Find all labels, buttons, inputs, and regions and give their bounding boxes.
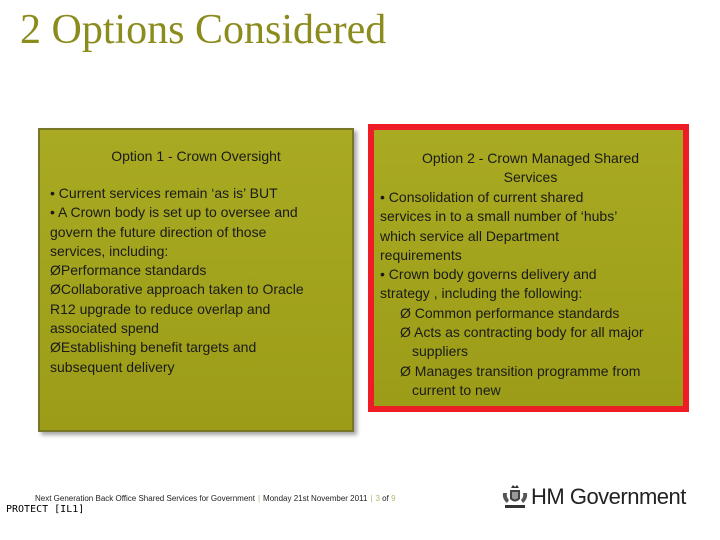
option-1-line: R12 upgrade to reduce overlap and	[50, 300, 271, 317]
hm-government-logo-text: HM Government	[531, 484, 686, 509]
slide-title: 2 Options Considered	[20, 7, 387, 53]
royal-crest-icon	[501, 484, 529, 510]
option-1-line: associated spend	[50, 320, 159, 337]
option-1-line: govern the future direction of those	[50, 223, 267, 240]
option-2-line: Ø Manages transition programme from	[400, 362, 641, 379]
option-1-line: ØPerformance standards	[50, 262, 207, 279]
footer-of: of	[382, 494, 389, 503]
option-2-line: suppliers	[412, 343, 469, 360]
option-2-line: Ø Acts as contracting body for all major	[400, 324, 644, 341]
option-1-line: services, including:	[50, 242, 169, 259]
option-2-heading	[384, 149, 677, 187]
footer-date: Monday 21st November 2011	[263, 494, 368, 503]
option-2-line: • Consolidation of current shared	[380, 189, 584, 205]
footer-total: 9	[391, 494, 396, 503]
option-1-line: ØEstablishing benefit targets and	[50, 339, 257, 356]
option-1-line: subsequent delivery	[50, 358, 175, 375]
option-1-heading: Option 1 - Crown Oversight	[111, 148, 281, 164]
option-2-line: requirements	[380, 246, 462, 263]
option-2-line: Ø Common performance standards	[400, 304, 620, 321]
option-1-line: • A Crown body is set up to oversee and	[50, 204, 298, 221]
option-2-line: services in to a small number of ‘hubs’	[380, 208, 618, 225]
option-2-line: strategy , including the following:	[380, 285, 583, 302]
option-1-line: ØCollaborative approach taken to Oracle	[50, 281, 304, 298]
option-2-line: current to new	[412, 381, 501, 398]
option-2-box	[368, 124, 689, 412]
option-2-body	[380, 188, 679, 400]
protective-marking: PROTECT [IL1]	[6, 504, 85, 515]
option-1-box	[38, 128, 354, 432]
footer-separator: |	[370, 494, 373, 503]
option-1-body	[50, 184, 346, 377]
option-2-line: • Crown body governs delivery and	[380, 266, 597, 283]
option-2-line: which service all Department	[380, 227, 559, 244]
footer-page: 3	[375, 494, 380, 503]
footer-separator: |	[257, 494, 261, 503]
footer-program: Next Generation Back Office Shared Services for Government	[35, 494, 255, 503]
footer	[35, 494, 396, 503]
option-2-heading-line: Services	[503, 169, 558, 185]
option-2-heading-line: Option 2 - Crown Managed Shared	[421, 150, 640, 166]
option-1-line: • Current services remain ‘as is’ BUT	[50, 185, 278, 201]
